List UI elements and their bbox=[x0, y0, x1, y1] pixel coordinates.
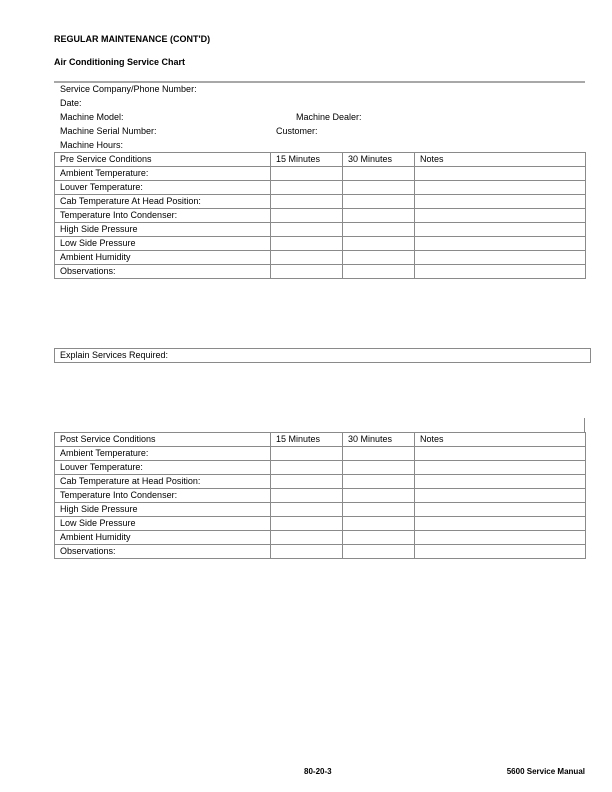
column-header: 30 Minutes bbox=[343, 433, 415, 447]
row-label: Temperature Into Condenser: bbox=[55, 209, 271, 223]
row-label: Low Side Pressure bbox=[55, 237, 271, 251]
entry-cell[interactable] bbox=[343, 503, 415, 517]
entry-cell[interactable] bbox=[343, 265, 415, 279]
column-header: 15 Minutes bbox=[271, 153, 343, 167]
table-row bbox=[55, 503, 586, 517]
entry-cell[interactable] bbox=[343, 545, 415, 559]
table-row bbox=[55, 181, 586, 195]
entry-cell[interactable] bbox=[271, 531, 343, 545]
entry-cell[interactable] bbox=[271, 517, 343, 531]
table-row bbox=[55, 489, 586, 503]
entry-cell[interactable] bbox=[343, 251, 415, 265]
entry-cell[interactable] bbox=[415, 195, 586, 209]
table-row bbox=[55, 237, 586, 251]
entry-cell[interactable] bbox=[415, 545, 586, 559]
row-label: Cab Temperature at Head Position: bbox=[55, 475, 271, 489]
entry-cell[interactable] bbox=[271, 167, 343, 181]
row-label: Ambient Temperature: bbox=[55, 447, 271, 461]
entry-cell[interactable] bbox=[415, 167, 586, 181]
column-header: 15 Minutes bbox=[271, 433, 343, 447]
entry-cell[interactable] bbox=[271, 237, 343, 251]
table-row bbox=[55, 195, 586, 209]
table-row bbox=[55, 461, 586, 475]
entry-cell[interactable] bbox=[415, 265, 586, 279]
row-label: Low Side Pressure bbox=[55, 517, 271, 531]
row-label: High Side Pressure bbox=[55, 503, 271, 517]
table-row bbox=[55, 447, 586, 461]
entry-cell[interactable] bbox=[271, 195, 343, 209]
entry-cell[interactable] bbox=[415, 237, 586, 251]
entry-cell[interactable] bbox=[271, 489, 343, 503]
table-row bbox=[55, 265, 586, 279]
row-label: Observations: bbox=[55, 265, 271, 279]
chart-title: Air Conditioning Service Chart bbox=[54, 57, 186, 67]
machine-dealer-label: Machine Dealer: bbox=[296, 112, 362, 122]
post-service-table bbox=[54, 432, 586, 559]
entry-cell[interactable] bbox=[343, 181, 415, 195]
manual-title: 5600 Service Manual bbox=[506, 767, 585, 776]
entry-cell[interactable] bbox=[415, 209, 586, 223]
entry-cell[interactable] bbox=[415, 181, 586, 195]
table-header-row bbox=[55, 433, 586, 447]
entry-cell[interactable] bbox=[415, 489, 586, 503]
entry-cell[interactable] bbox=[271, 461, 343, 475]
table-row bbox=[55, 167, 586, 181]
table-row bbox=[55, 251, 586, 265]
entry-cell[interactable] bbox=[271, 209, 343, 223]
entry-cell[interactable] bbox=[271, 181, 343, 195]
entry-cell[interactable] bbox=[271, 447, 343, 461]
date-label: Date: bbox=[60, 98, 82, 108]
entry-cell[interactable] bbox=[343, 531, 415, 545]
column-header: Notes bbox=[415, 153, 586, 167]
section-heading: REGULAR MAINTENANCE (CONT'D) bbox=[54, 34, 211, 44]
page-number: 80-20-3 bbox=[304, 767, 332, 776]
table-row bbox=[55, 209, 586, 223]
machine-hours-label: Machine Hours: bbox=[60, 140, 124, 150]
table-row bbox=[55, 545, 586, 559]
table-row bbox=[55, 531, 586, 545]
pre-service-table bbox=[54, 152, 586, 279]
row-label: Ambient Humidity bbox=[55, 251, 271, 265]
entry-cell[interactable] bbox=[271, 265, 343, 279]
table-row bbox=[55, 475, 586, 489]
machine-model-label: Machine Model: bbox=[60, 112, 124, 122]
entry-cell[interactable] bbox=[271, 545, 343, 559]
entry-cell[interactable] bbox=[343, 167, 415, 181]
table-header-row bbox=[55, 153, 586, 167]
entry-cell[interactable] bbox=[415, 517, 586, 531]
entry-cell[interactable] bbox=[415, 461, 586, 475]
serial-number-label: Machine Serial Number: bbox=[60, 126, 157, 136]
entry-cell[interactable] bbox=[343, 461, 415, 475]
entry-cell[interactable] bbox=[271, 475, 343, 489]
service-company-label: Service Company/Phone Number: bbox=[60, 84, 197, 94]
customer-label: Customer: bbox=[276, 126, 318, 136]
row-label: Ambient Temperature: bbox=[55, 167, 271, 181]
row-label: Louver Temperature: bbox=[55, 461, 271, 475]
row-label: High Side Pressure bbox=[55, 223, 271, 237]
explain-services-field[interactable]: Explain Services Required: bbox=[54, 348, 591, 363]
row-label: Louver Temperature: bbox=[55, 181, 271, 195]
column-header: 30 Minutes bbox=[343, 153, 415, 167]
row-label: Temperature Into Condenser: bbox=[55, 489, 271, 503]
entry-cell[interactable] bbox=[343, 489, 415, 503]
row-label: Cab Temperature At Head Position: bbox=[55, 195, 271, 209]
entry-cell[interactable] bbox=[271, 251, 343, 265]
entry-cell[interactable] bbox=[343, 195, 415, 209]
column-header: Notes bbox=[415, 433, 586, 447]
row-label: Observations: bbox=[55, 545, 271, 559]
entry-cell[interactable] bbox=[415, 223, 586, 237]
entry-cell[interactable] bbox=[271, 503, 343, 517]
entry-cell[interactable] bbox=[343, 475, 415, 489]
entry-cell[interactable] bbox=[415, 503, 586, 517]
entry-cell[interactable] bbox=[415, 447, 586, 461]
column-header: Post Service Conditions bbox=[55, 433, 271, 447]
entry-cell[interactable] bbox=[343, 517, 415, 531]
entry-cell[interactable] bbox=[415, 531, 586, 545]
row-label: Ambient Humidity bbox=[55, 531, 271, 545]
table-row bbox=[55, 517, 586, 531]
entry-cell[interactable] bbox=[343, 209, 415, 223]
entry-cell[interactable] bbox=[343, 447, 415, 461]
table-row bbox=[55, 223, 586, 237]
column-header: Pre Service Conditions bbox=[55, 153, 271, 167]
entry-cell[interactable] bbox=[343, 237, 415, 251]
entry-cell[interactable] bbox=[343, 223, 415, 237]
entry-cell[interactable] bbox=[415, 475, 586, 489]
entry-cell[interactable] bbox=[271, 223, 343, 237]
entry-cell[interactable] bbox=[415, 251, 586, 265]
divider bbox=[584, 418, 585, 432]
